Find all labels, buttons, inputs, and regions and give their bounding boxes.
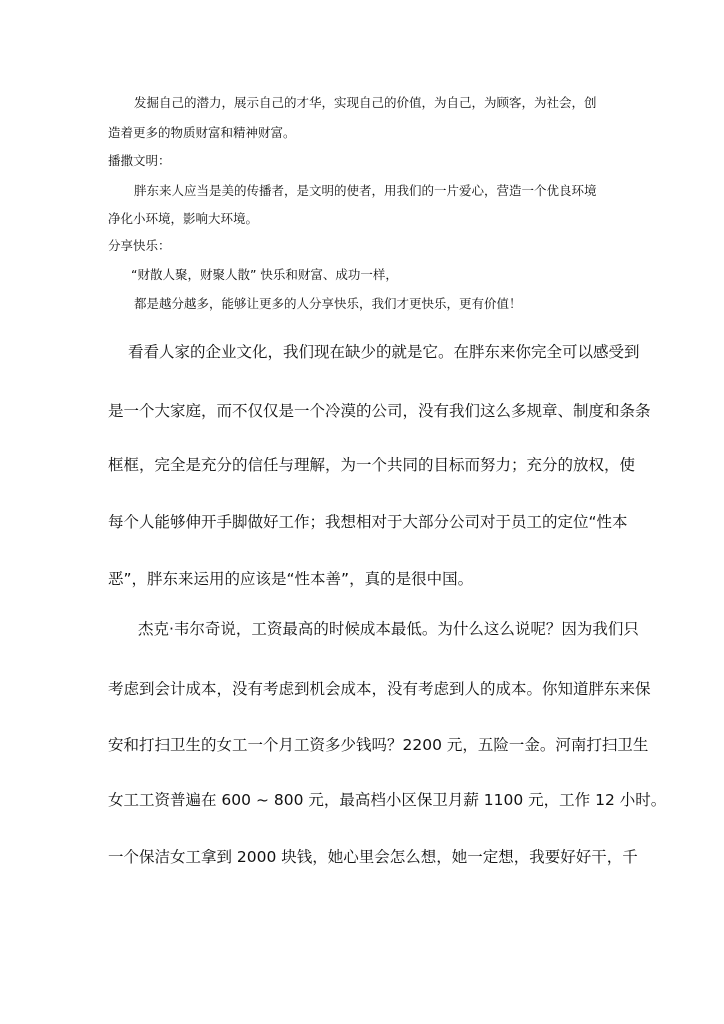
text-line: 发掘自己的潜力，展示自己的才华，实现自己的价值，为自己，为顾客，为社会，创 (134, 95, 597, 110)
text-line: 造着更多的物质财富和精神财富。 (108, 125, 296, 140)
text-line: 胖东来人应当是美的传播者，是文明的使者，用我们的一片爱心，营造一个优良环境 (134, 183, 597, 198)
text-line: 都是越分越多，能够让更多的人分享快乐，我们才更快乐，更有价值！ (134, 296, 522, 311)
text-line: 每个人能够伸开手脚做好工作；我想相对于大部分公司对于员工的定位“性本 (108, 513, 628, 531)
text-line: 恶”，胖东来运用的应该是“性本善”，真的是很中国。 (108, 570, 474, 588)
text-line: 考虑到会计成本，没有考虑到机会成本，没有考虑到人的成本。你知道胖东来保 (108, 680, 651, 698)
text-line: 女工工资普遍在 600 ~ 800 元，最高档小区保卫月薪 1100 元，工作 12 小时。 (108, 791, 667, 809)
section-heading: 播撒文明： (108, 153, 171, 168)
text-line: 看看人家的企业文化，我们现在缺少的就是它。在胖东来你完全可以感受到 (128, 343, 640, 361)
text-line: 一个保洁女工拿到 2000 块钱，她心里会怎么想，她一定想，我要好好干，千 (108, 848, 638, 866)
text-line: 净化小环境，影响大环境。 (108, 211, 259, 226)
quote-line: “财散人聚，财聚人散” 快乐和财富、成功一样， (131, 267, 398, 282)
text-line: 框框，完全是充分的信任与理解，为一个共同的目标而努力；充分的放权，使 (108, 456, 636, 474)
text-line: 是一个大家庭，而不仅仅是一个冷漠的公司，没有我们这么多规章、制度和条条 (108, 402, 651, 420)
text-line: 杰克·韦尔奇说，工资最高的时候成本最低。为什么这么说呢？因为我们只 (138, 620, 639, 638)
text-line: 安和打扫卫生的女工一个月工资多少钱吗？2200 元，五险一金。河南打扫卫生 (108, 736, 649, 754)
section-heading: 分享快乐： (108, 238, 171, 253)
